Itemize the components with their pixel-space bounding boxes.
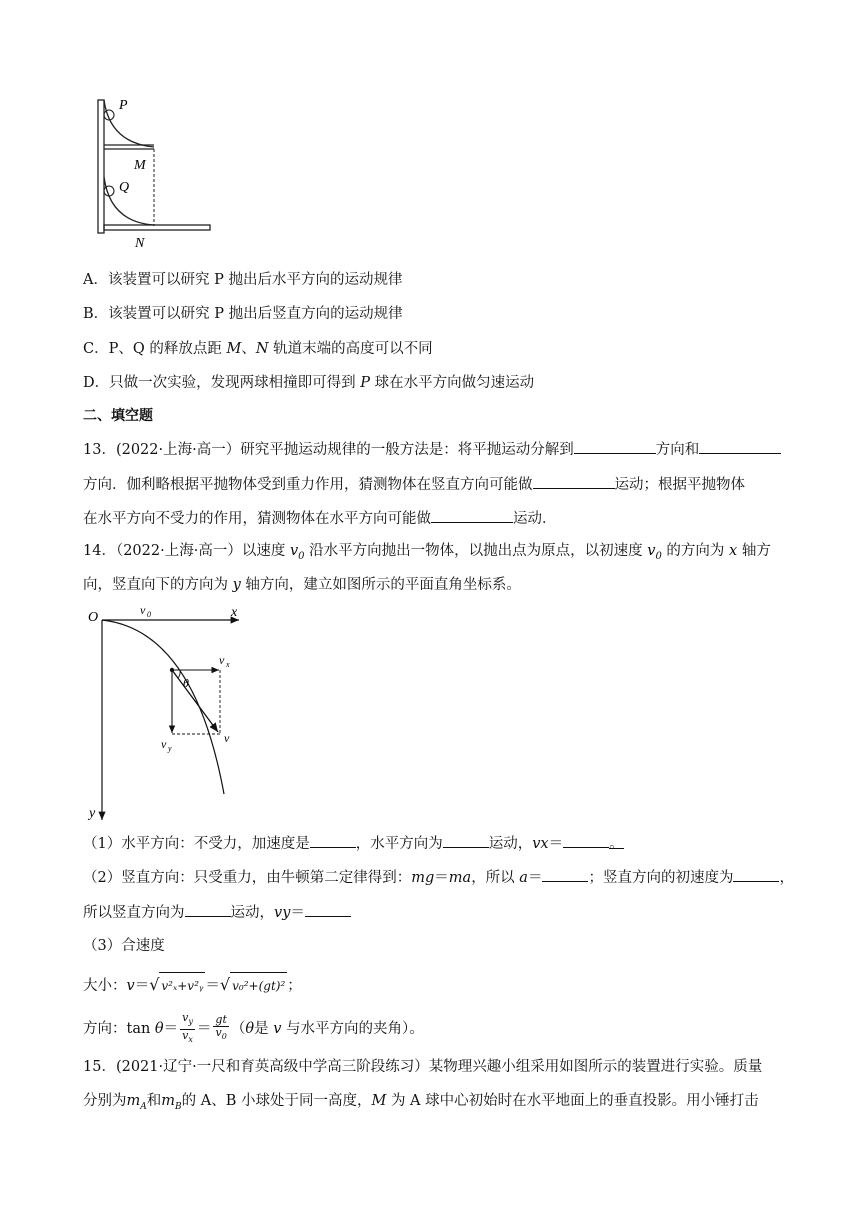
q14-frac1-num: v [182,1011,189,1025]
q14-blank-a[interactable] [542,867,588,882]
section-title: 二、填空题 [83,408,153,424]
q15-text-2d: 为 A 球中心初始时在水平地面上的垂直投影。用小锤打击 [386,1093,759,1109]
q14-p2-mg: mg [411,870,435,886]
q14-p2-b: ＝ [434,870,449,886]
q14-mag-end: ； [287,978,302,994]
q14-dir-note-b: 是 [254,1021,274,1037]
q14-text-1b: 沿水平方向抛出一物体，以抛出点为原点，以初速度 [304,543,648,559]
label-m: M [134,158,146,173]
origin-label: O [88,610,99,625]
q14-dir-note-a: （ [230,1021,246,1037]
q14-text-2b: 轴方向，建立如图所示的平面直角坐标系。 [240,577,521,593]
q14-dir-eq2: ＝ [196,1021,212,1037]
option-c-mid: 、 [241,341,256,357]
q14-part1 [83,833,624,854]
q14-p2-line2-a: 所以竖直方向为 [83,905,185,921]
q15-ma-sub: A [140,1101,147,1112]
option-c-m: M [226,341,242,357]
q14-p1-d: ＝ [548,836,564,852]
q13-text-1b: 方向和 [655,442,700,458]
q14-text-1d: 轴方 [737,543,771,559]
option-d [83,373,534,393]
projectile-diagram [84,600,254,825]
option-a: A．该装置可以研究 P 抛出后水平方向的运动规律 [83,272,403,288]
q14-part2-line2 [83,902,351,923]
q14-v0b: v [647,543,656,559]
q13-line2 [83,474,745,495]
q14-p2-e: ；竖直方向的初速度为 [588,870,734,886]
q14-p2-line2-b: 运动， [230,905,274,921]
q13-blank-4[interactable] [431,508,513,523]
v0-label-sub: 0 [147,610,151,619]
vx-label: v [219,653,225,667]
q14-part3: （3）合速度 [83,938,165,954]
q13-text-3b: 运动． [513,511,557,527]
q14-magnitude: 大小：v＝√ v²ₓ+v²ᵧ ＝√ v₀²+(gt)² ； [83,972,302,998]
q14-blank-v0y[interactable] [733,867,779,882]
q15-text-2c: 的 A、B 小球处于同一高度， [181,1093,372,1109]
q14-mag-eq: ＝ [134,978,150,994]
option-d-p: P [360,375,370,391]
q15-mb-sub: B [175,1101,182,1112]
option-d-post: 球在水平方向做匀速运动 [370,375,535,391]
q14-frac1-numsub: y [188,1017,193,1027]
q14-v0: v [289,543,299,559]
q14-frac2-densub: 0 [221,1032,227,1042]
q14-y: y [232,577,241,593]
q14-dir-note-v: v [273,1021,282,1037]
q13-text-2a: 方向．伽利略根据平抛物体受到重力作用，猜测物体在竖直方向可能做 [83,477,533,493]
q13-blank-3[interactable] [533,474,615,489]
q13-blank-1[interactable] [574,439,656,454]
q14-frac1-den: v [182,1028,189,1042]
option-c-n: N [255,341,269,357]
q14-frac2-num: gt [215,1013,227,1027]
y-axis-label: y [89,806,96,821]
q14-frac2-den: v [215,1026,222,1040]
q14-blank-vy[interactable] [305,902,351,917]
q14-blank-hmotion[interactable] [443,833,489,848]
label-p: P [119,98,128,113]
q14-line2 [83,575,521,595]
q14-p1-c: 运动， [488,836,533,852]
q14-p1-e: 。 [609,836,624,852]
q14-blank-vx[interactable] [563,833,609,848]
x-axis-label: x [231,605,238,620]
track-apparatus-figure [90,95,220,250]
option-b: B．该装置可以研究 P 抛出后竖直方向的运动规律 [83,306,403,322]
v-label: v [224,731,230,745]
q14-mag-label: 大小： [83,978,127,994]
q13-text-2b: 运动；根据平抛物体 [614,477,745,493]
v0-label: v [140,603,146,617]
q14-text-2a: 向，竖直向下的方向为 [83,577,233,593]
q15-mb: m [161,1093,175,1109]
q14-p2-ma: ma [448,870,472,886]
vy-label-sub: y [168,744,172,753]
q14-p1-a: （1）水平方向：不受力，加速度是 [83,836,310,852]
q13-text-3a: 在水平方向不受力的作用，猜测物体在水平方向可能做 [83,511,431,527]
option-d-pre: D．只做一次实验，发现两球相撞即可得到 [83,375,361,391]
q13-text-1a: 13．(2022·上海·高一）研究平抛运动规律的一般方法是：将平抛运动分解到 [83,442,574,458]
q14-sqrt-2: v₀²+(gt)² [230,972,287,999]
q15-text-2a: 分别为 [83,1093,127,1109]
q14-part2-line1 [83,867,794,888]
option-c-post: 轨道末端的高度可以不同 [268,341,433,357]
q14-blank-acc[interactable] [310,833,356,848]
q14-mag-eq2: ＝ [205,978,220,994]
q15-text-2b: 和 [146,1093,162,1109]
q13-blank-2[interactable] [699,439,781,454]
q14-dir-eq: ＝ [163,1021,179,1037]
q14-direction [83,1012,424,1046]
q14-dir-note-c: 与水平方向的夹角）。 [281,1021,424,1037]
vx-label-sub: x [226,660,230,669]
q14-dir-label: 方向：tan [83,1021,155,1037]
q15-m: M [371,1093,387,1109]
q14-frac-2 [213,1014,228,1043]
q14-p2-c: ，所以 [471,870,520,886]
q14-dir-note-theta: θ [245,1021,255,1037]
q14-p2-f: ， [779,870,794,886]
q14-text-1a: 14．（2022·上海·高一）以速度 [83,543,290,559]
q15-line2 [83,1091,759,1117]
q14-x: x [729,543,738,559]
q15-ma: m [126,1093,141,1109]
vy-label: v [161,737,167,751]
q14-frac-1 [180,1012,195,1045]
option-c [83,339,433,359]
theta-label: θ [183,676,189,690]
q14-p2-vy: vy [274,905,291,921]
q14-sqrt-1: v²ₓ+v²ᵧ [159,972,205,999]
q14-v0-sub: 0 [298,550,305,562]
q14-blank-vmotion[interactable] [185,902,231,917]
q14-p2-a-var: a [519,870,528,886]
label-n: N [135,236,145,250]
q14-v0b-sub: 0 [655,550,662,562]
q14-p1-b: ，水平方向为 [355,836,443,852]
q14-mag-v: v [126,978,135,994]
q15-line1: 15．(2021·辽宁·一尺和育英高级中学高三阶段练习）某物理兴趣小组采用如图所示的装置进行实验。质量 [83,1059,763,1075]
q14-p1-var: vx [532,836,549,852]
q14-frac1-densub: x [188,1034,193,1044]
q14-dir-theta: θ [154,1021,164,1037]
q14-p2-a: （2）竖直方向：只受重力，由牛顿第二定律得到： [83,870,412,886]
q14-p2-d: ＝ [527,870,543,886]
q14-text-1c: 的方向为 [661,543,730,559]
label-q: Q [119,180,130,195]
q14-p2-line2-c: ＝ [290,905,305,921]
option-c-pre: C．P、Q 的释放点距 [83,341,227,357]
q13-line3 [83,508,557,529]
q13-line1 [83,439,781,460]
q14-line1 [83,541,771,567]
